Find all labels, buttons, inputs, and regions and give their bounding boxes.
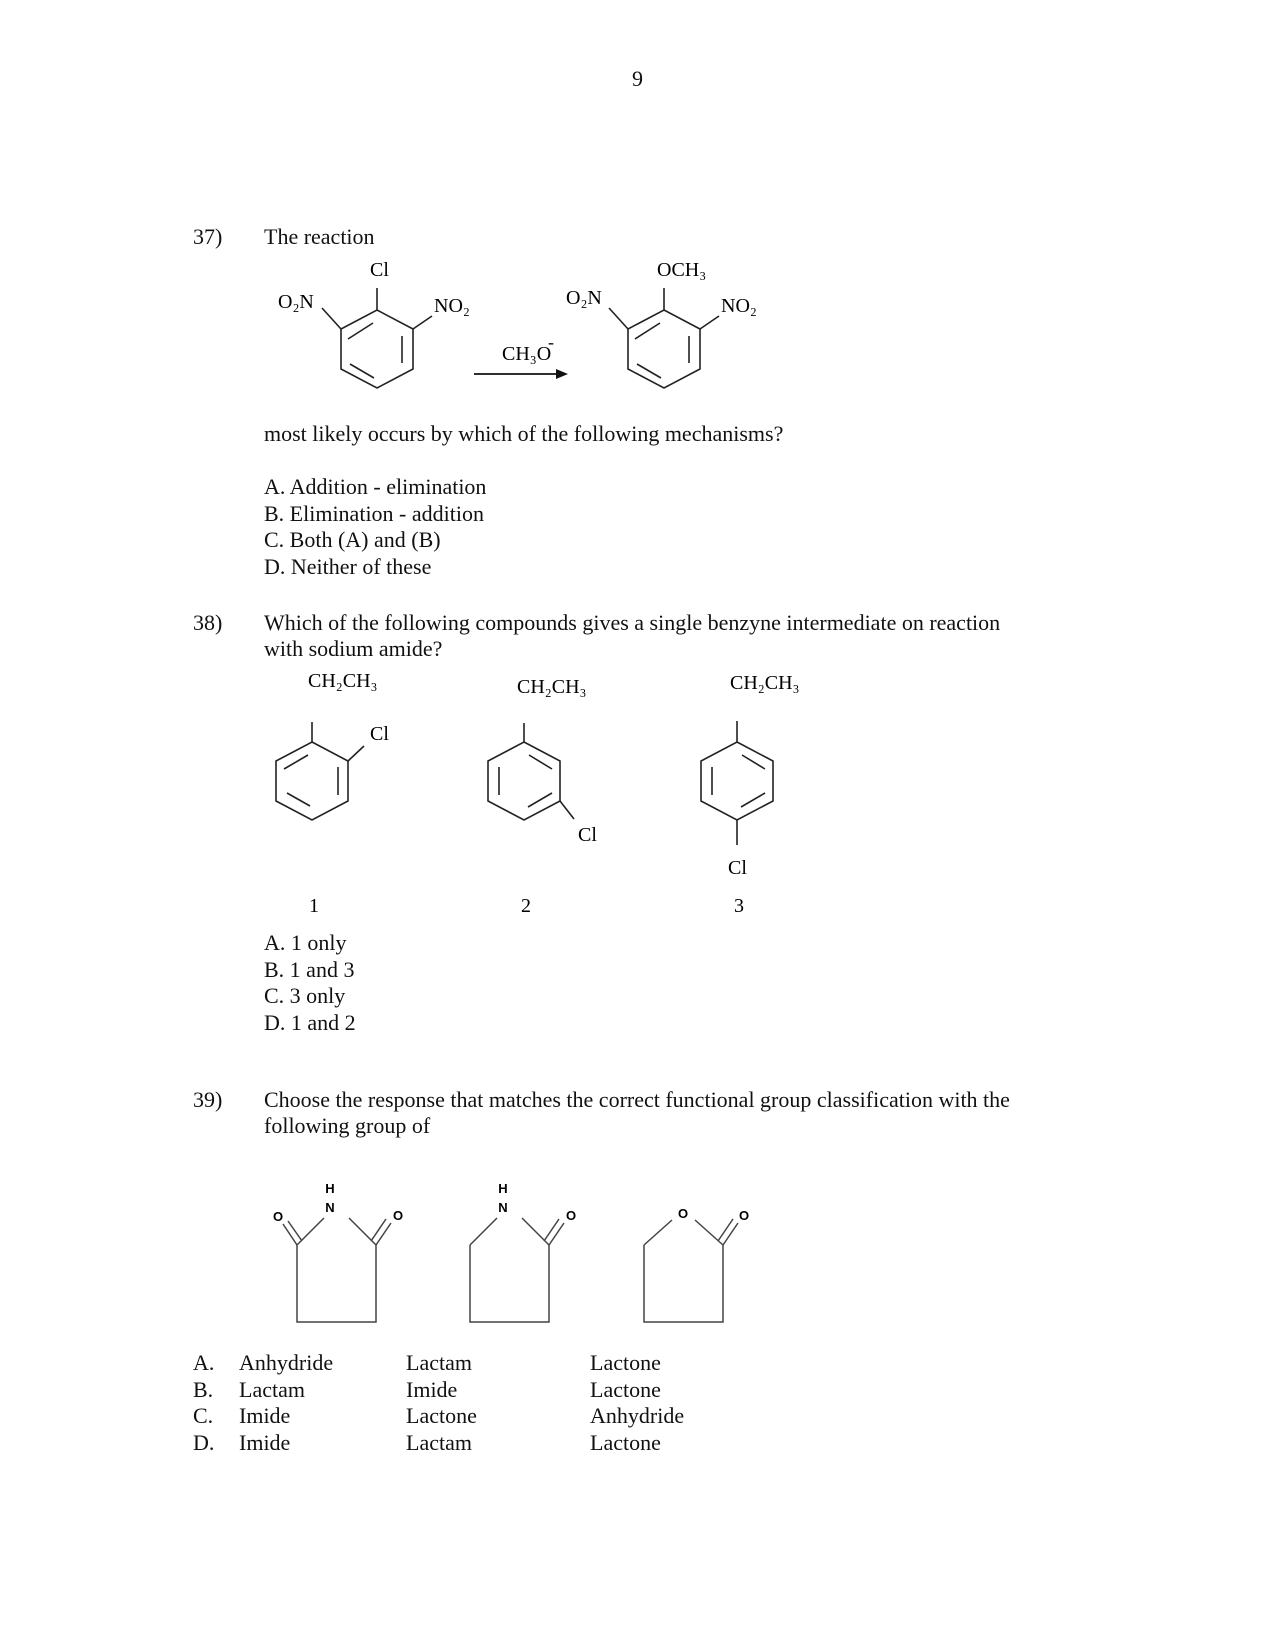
q39-structure-1-h: H	[325, 1181, 335, 1196]
q39-structure-3-ring	[644, 1219, 738, 1322]
q39-structure-2-n: N	[498, 1200, 508, 1215]
q39-option-b-col1: Lactam	[239, 1376, 305, 1402]
q38-compound-1-chloro: Cl	[370, 723, 389, 745]
q39-option-a[interactable]	[193, 1350, 730, 1377]
q38-compound-3-ethyl: CH₂CH₃	[730, 672, 800, 694]
q38-compound-2-ethyl: CH₂CH₃	[517, 676, 587, 698]
q39-option-c-col2: Lactone	[406, 1403, 477, 1429]
q39-structure-2-ring	[470, 1218, 564, 1322]
q39-option-c-letter: C.	[193, 1403, 214, 1429]
q39-options-table	[193, 1350, 730, 1457]
q39-option-d-col3: Lactone	[590, 1430, 661, 1456]
q38-question-line1: Which of the following compounds gives a single benzyne intermediate on reaction	[264, 610, 1001, 635]
q37-intro: The reaction	[264, 224, 375, 249]
q38-compound-2-chloro: Cl	[578, 824, 597, 846]
q39-option-c-col3: Anhydride	[590, 1403, 685, 1429]
q39-option-c[interactable]	[193, 1403, 730, 1430]
q39-option-a-col3: Lactone	[590, 1350, 661, 1375]
q37-reactant-left-substituent: O₂N	[278, 291, 314, 313]
q39-option-b-letter: B.	[193, 1376, 214, 1402]
q37-option-b[interactable]: B. Elimination - addition	[264, 500, 484, 526]
page-number: 9	[632, 66, 643, 91]
q39-option-a-col1: Anhydride	[239, 1350, 334, 1375]
q39-structures-figure	[262, 1168, 782, 1338]
q39-option-c-col1: Imide	[239, 1403, 291, 1429]
q38-option-d[interactable]: D. 1 and 2	[264, 1009, 356, 1035]
q38-number: 38)	[193, 610, 223, 635]
q39-option-b-col2: Imide	[406, 1376, 458, 1402]
q37-product-benzene-ring	[609, 288, 719, 388]
q38-compound-1-ring	[276, 722, 364, 820]
q37-product-left-substituent: O₂N	[566, 287, 602, 309]
q39-option-d-col2: Lactam	[406, 1430, 472, 1456]
q39-structure-3-ring-o: O	[677, 1206, 689, 1221]
q39-structure-3-carbonyl-o: O	[738, 1208, 750, 1223]
q38-compounds-figure	[262, 665, 822, 920]
q37-reagent: CH₃O	[502, 343, 552, 365]
q38-compound-1-ethyl: CH₂CH₃	[308, 670, 378, 692]
q38-option-c[interactable]: C. 3 only	[264, 983, 346, 1008]
q39-structure-1-ring	[283, 1218, 391, 1322]
q38-compound-1-label: 1	[309, 895, 319, 917]
q39-option-b-col3: Lactone	[590, 1376, 661, 1402]
q38-compound-3-chloro: Cl	[728, 857, 747, 879]
q39-option-d[interactable]	[193, 1430, 730, 1457]
q37-reaction-arrow-head	[556, 369, 568, 379]
q39-option-d-col1: Imide	[239, 1430, 291, 1456]
q37-options	[264, 474, 486, 580]
q37-option-a[interactable]: A. Addition - elimination	[264, 474, 487, 499]
q37-product-top-substituent: OCH₃	[657, 259, 707, 281]
q39-structure-2-h: H	[498, 1181, 508, 1196]
q38-compound-3-label: 3	[734, 895, 744, 917]
q37-number: 37)	[193, 224, 223, 249]
q39-option-a-letter: A.	[193, 1350, 215, 1375]
q38-compound-2-label: 2	[521, 895, 531, 917]
q39-number: 39)	[193, 1087, 223, 1112]
q37-reactant-benzene-ring	[322, 288, 432, 388]
q37-option-c[interactable]: C. Both (A) and (B)	[264, 527, 441, 552]
q38-option-b[interactable]: B. 1 and 3	[264, 956, 355, 982]
q38-compound-3-ring	[701, 721, 773, 845]
q39-question-line2: following group of	[264, 1113, 431, 1138]
q37-question: most likely occurs by which of the following mechanisms?	[264, 421, 784, 446]
q39-structure-1-n: N	[325, 1200, 335, 1215]
q39-option-b[interactable]	[193, 1377, 730, 1404]
q39-structure-1-o-left: O	[272, 1209, 284, 1224]
q37-option-d[interactable]: D. Neither of these	[264, 553, 432, 579]
q39-option-a-col2: Lactam	[406, 1350, 472, 1375]
q37-reactant-top-substituent: Cl	[370, 259, 389, 281]
q38-compound-2-ring	[488, 723, 574, 820]
q39-option-d-letter: D.	[193, 1430, 215, 1456]
q38-question-line2: with sodium amide?	[264, 636, 443, 661]
q37-reagent-charge: -	[548, 332, 554, 352]
q37-reaction-scheme	[262, 250, 802, 420]
q39-structure-2-o: O	[565, 1208, 577, 1223]
q38-option-a[interactable]: A. 1 only	[264, 930, 347, 955]
q37-product-right-substituent: NO₂	[721, 295, 757, 317]
q39-structure-1-o-right: O	[392, 1208, 404, 1223]
q39-question-line1: Choose the response that matches the correct functional group classification with the	[264, 1087, 1010, 1112]
q38-options	[264, 930, 356, 1036]
q37-reactant-right-substituent: NO₂	[434, 295, 470, 317]
